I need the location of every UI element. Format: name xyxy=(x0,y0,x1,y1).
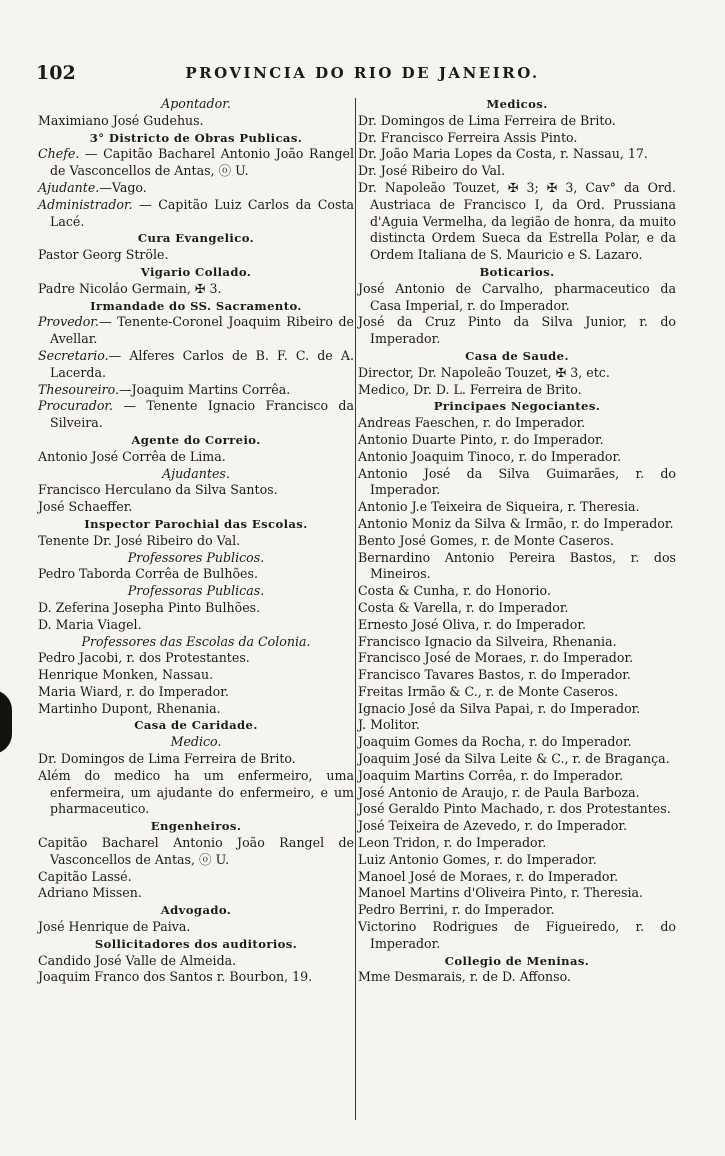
subsection-heading: Professores das Escolas da Colonia. xyxy=(81,633,311,649)
entry-text: Bento José Gomes, r. de Monte Caseros. xyxy=(358,532,614,548)
entry-text: Pedro Jacobi, r. dos Protestantes. xyxy=(38,650,250,666)
entry-text: D. Maria Viagel. xyxy=(38,616,142,632)
entry-text: Tenente Dr. José Ribeiro do Val. xyxy=(38,532,241,548)
directory-entry xyxy=(358,734,676,751)
entry-text: Dr. Domingos de Lima Ferreira de Brito. xyxy=(38,751,296,767)
entry-text: Francisco Ignacio da Silveira, Rhenania. xyxy=(358,633,617,649)
entry-text: — Capitão Bacharel Antonio João Rangel de Vasconcellos de Antas, ⓞ U. xyxy=(50,146,354,179)
section-heading: Casa de Caridade. xyxy=(134,718,258,733)
directory-entry xyxy=(358,885,676,902)
directory-entry xyxy=(358,717,676,734)
directory-entry xyxy=(358,919,676,953)
entry-text: Francisco José de Moraes, r. do Imperador. xyxy=(358,650,634,666)
entry-text: J. Molitor. xyxy=(358,717,420,733)
directory-entry xyxy=(38,835,354,869)
directory-entry xyxy=(38,113,354,130)
entry-text: Mme Desmarais, r. de D. Affonso. xyxy=(358,969,571,985)
directory-entry xyxy=(38,499,354,516)
subsection-heading: Professores Publicos. xyxy=(127,549,265,565)
entry-text: Ernesto José Oliva, r. do Imperador. xyxy=(358,616,586,632)
entry-role-label: Provedor. xyxy=(38,314,99,330)
entry-role-label: Chefe. xyxy=(38,146,80,162)
entry-text: Director, Dr. Napoleão Touzet, ✠ 3, etc. xyxy=(358,364,610,380)
entry-text: Dr. Francisco Ferreira Assis Pinto. xyxy=(358,129,578,145)
directory-entry xyxy=(38,919,354,936)
directory-entry xyxy=(358,113,676,130)
entry-text: Luiz Antonio Gomes, r. do Imperador. xyxy=(358,851,597,867)
entry-text: Freitas Irmão & C., r. de Monte Caseros. xyxy=(358,683,619,699)
directory-entry xyxy=(38,197,354,231)
directory-entry xyxy=(38,247,354,264)
directory-entry xyxy=(358,583,676,600)
directory-entry xyxy=(358,617,676,634)
directory-entry xyxy=(358,432,676,449)
section-heading: Sollicitadores dos auditorios. xyxy=(94,936,298,951)
subsection-heading: Ajudantes. xyxy=(162,465,230,481)
entry-text: Bernardino Antonio Pereira Bastos, r. dos Mineiros. xyxy=(358,549,676,582)
entry-text: Francisco Tavares Bastos, r. do Imperador. xyxy=(358,667,631,683)
entry-text: Pedro Berrini, r. do Imperador. xyxy=(358,902,555,918)
subsection-heading: Apontador. xyxy=(161,96,231,111)
directory-entry xyxy=(38,348,354,382)
entry-text: José Schaeffer. xyxy=(38,499,133,515)
binding-hole xyxy=(0,690,12,754)
entry-text: D. Zeferina Josepha Pinto Bulhões. xyxy=(38,599,261,615)
directory-entry xyxy=(38,281,354,298)
directory-entry xyxy=(358,869,676,886)
entry-text: Padre Nicoláo Germain, ✠ 3. xyxy=(38,280,222,296)
column-divider xyxy=(355,98,356,1120)
entry-text: José Antonio de Araujo, r. de Paula Barboza. xyxy=(358,784,640,800)
entry-role-label: Procurador. xyxy=(38,398,114,414)
section-heading: Boticarios. xyxy=(479,264,555,279)
directory-entry xyxy=(38,482,354,499)
entry-role-label: Secretario. xyxy=(38,347,109,363)
directory-entry xyxy=(38,701,354,718)
entry-text: Maria Wiard, r. do Imperador. xyxy=(38,683,229,699)
entry-text: Francisco Herculano da Silva Santos. xyxy=(38,482,278,498)
entry-text: — Capitão Luiz Carlos da Costa Lacé. xyxy=(50,196,354,229)
directory-entry xyxy=(38,382,354,399)
entry-text: Adriano Missen. xyxy=(38,885,142,901)
section-heading: Medicos. xyxy=(486,97,548,111)
entry-text: Henrique Monken, Nassau. xyxy=(38,667,214,683)
section-heading: Cura Evangelico. xyxy=(137,231,255,246)
directory-entry xyxy=(358,969,676,986)
directory-entry xyxy=(358,415,676,432)
section-heading: 3° Districto de Obras Publicas. xyxy=(89,130,303,145)
directory-entry xyxy=(358,163,676,180)
entry-text: Joaquim Franco dos Santos r. Bourbon, 19. xyxy=(38,969,313,985)
entry-text: Antonio Joaquim Tinoco, r. do Imperador. xyxy=(358,448,622,464)
directory-entry xyxy=(358,701,676,718)
entry-text: José da Cruz Pinto da Silva Junior, r. do Imperador. xyxy=(358,314,676,347)
directory-entry xyxy=(358,600,676,617)
entry-text: — Tenente Ignacio Francisco da Silveira. xyxy=(50,398,354,431)
entry-text: Antonio Moniz da Silva & Irmão, r. do Imperador. xyxy=(358,515,674,531)
section-heading: Agente do Correio. xyxy=(131,432,261,447)
entry-text: Ignacio José da Silva Papai, r. do Imperador. xyxy=(358,700,641,716)
directory-entry xyxy=(38,398,354,432)
directory-entry xyxy=(38,751,354,768)
left-column xyxy=(38,96,354,986)
entry-text: Antonio José Corrêa de Lima. xyxy=(38,448,226,464)
section-heading: Advogado. xyxy=(160,903,232,918)
entry-text: José Antonio de Carvalho, pharmaceutico da Casa Imperial, r. do Imperador. xyxy=(358,280,676,313)
subsection-heading: Professoras Publicas. xyxy=(127,583,265,599)
entry-text: Andreas Faeschen, r. do Imperador. xyxy=(358,415,586,431)
entry-text: —Vago. xyxy=(99,179,147,195)
right-column xyxy=(358,96,676,986)
entry-text: Dr. João Maria Lopes da Costa, r. Nassau, 17. xyxy=(358,146,648,162)
entry-text: Joaquim José da Silva Leite & C., r. de Bragança. xyxy=(358,751,670,767)
section-heading: Vigario Collado. xyxy=(140,264,252,279)
running-title: PROVINCIA DO RIO DE JANEIRO. xyxy=(185,64,540,82)
entry-text: Antonio José da Silva Guimarães, r. do Imperador. xyxy=(358,465,676,498)
directory-entry xyxy=(38,314,354,348)
directory-entry xyxy=(358,499,676,516)
entry-text: Maximiano José Gudehus. xyxy=(38,112,204,128)
directory-entry xyxy=(358,516,676,533)
directory-entry xyxy=(358,852,676,869)
entry-text: Joaquim Gomes da Rocha, r. do Imperador. xyxy=(358,734,632,750)
entry-text: José Henrique de Paiva. xyxy=(38,919,191,935)
entry-text: Medico, Dr. D. L. Ferreira de Brito. xyxy=(358,381,582,397)
directory-entry xyxy=(358,146,676,163)
directory-entry xyxy=(38,180,354,197)
entry-text: Manoel Martins d'Oliveira Pinto, r. Theresia. xyxy=(358,885,644,901)
directory-entry xyxy=(358,650,676,667)
section-heading: Inspector Parochial das Escolas. xyxy=(84,516,308,531)
section-heading: Collegio de Meninas. xyxy=(444,953,590,968)
directory-entry xyxy=(358,667,676,684)
entry-text: Dr. Napoleão Touzet, ✠ 3; ✠ 3, Cav° da Ord. Austriaca de Francisco I, da Ord. Prussiana d'Aguia Vermelha, da legião de honra, da muito distincta Ordem Sueca da Estrella Polar, e da Ordem Italiana de S. Mauricio e S. Lazaro. xyxy=(358,179,676,263)
entry-text: Antonio Duarte Pinto, r. do Imperador. xyxy=(358,431,604,447)
directory-entry xyxy=(38,768,354,818)
directory-entry xyxy=(38,650,354,667)
directory-entry xyxy=(358,382,676,399)
directory-entry xyxy=(38,953,354,970)
directory-entry xyxy=(38,667,354,684)
entry-text: Capitão Lassé. xyxy=(38,868,132,884)
directory-entry xyxy=(358,902,676,919)
directory-entry xyxy=(38,969,354,986)
directory-entry xyxy=(358,751,676,768)
subsection-heading: Medico. xyxy=(170,734,222,750)
entry-text: —Joaquim Martins Corrêa. xyxy=(119,381,291,397)
directory-entry xyxy=(358,801,676,818)
entry-text: Manoel José de Moraes, r. do Imperador. xyxy=(358,868,619,884)
directory-entry xyxy=(358,449,676,466)
directory-entry xyxy=(38,684,354,701)
entry-text: — Tenente-Coronel Joaquim Ribeiro de Avellar. xyxy=(50,314,354,347)
entry-text: Costa & Varella, r. do Imperador. xyxy=(358,599,569,615)
entry-text: Dr. Domingos de Lima Ferreira de Brito. xyxy=(358,112,616,128)
directory-entry xyxy=(38,617,354,634)
directory-entry xyxy=(358,533,676,550)
directory-entry xyxy=(358,365,676,382)
directory-entry xyxy=(38,449,354,466)
page-number: 102 xyxy=(36,62,76,84)
directory-entry xyxy=(358,634,676,651)
directory-entry xyxy=(358,130,676,147)
directory-entry xyxy=(38,566,354,583)
directory-entry xyxy=(358,835,676,852)
directory-entry xyxy=(38,600,354,617)
entry-role-label: Ajudante. xyxy=(38,179,100,195)
entry-text: — Alferes Carlos de B. F. C. de A. Lacerda. xyxy=(50,347,354,380)
entry-text: Pastor Georg Ströle. xyxy=(38,247,169,263)
entry-text: Martinho Dupont, Rhenania. xyxy=(38,700,221,716)
entry-text: Leon Tridon, r. do Imperador. xyxy=(358,835,547,851)
entry-text: Dr. José Ribeiro do Val. xyxy=(358,163,506,179)
entry-text: Joaquim Martins Corrêa, r. do Imperador. xyxy=(358,767,624,783)
section-heading: Principaes Negociantes. xyxy=(433,399,601,414)
entry-text: Victorino Rodrigues de Figueiredo, r. do Imperador. xyxy=(358,919,676,951)
directory-entry xyxy=(358,785,676,802)
directory-entry xyxy=(38,869,354,886)
entry-role-label: Administrador. xyxy=(38,196,133,212)
entry-text: Costa & Cunha, r. do Honorio. xyxy=(358,583,551,599)
entry-text: Além do medico ha um enfermeiro, uma enfermeira, um ajudante do enfermeiro, e um pharmaceutico. xyxy=(38,767,354,817)
directory-entry xyxy=(358,281,676,315)
directory-entry xyxy=(38,533,354,550)
entry-text: Pedro Taborda Corrêa de Bulhões. xyxy=(38,566,258,582)
directory-entry xyxy=(38,885,354,902)
entry-text: Antonio J.e Teixeira de Siqueira, r. Theresia. xyxy=(358,499,640,515)
directory-entry xyxy=(358,466,676,500)
entry-text: José Geraldo Pinto Machado, r. dos Protestantes. xyxy=(358,801,671,817)
directory-entry xyxy=(358,818,676,835)
section-heading: Engenheiros. xyxy=(150,819,242,834)
directory-entry xyxy=(358,684,676,701)
directory-entry xyxy=(358,180,676,264)
entry-text: José Teixeira de Azevedo, r. do Imperador. xyxy=(358,818,628,834)
section-heading: Irmandade do SS. Sacramento. xyxy=(90,298,302,313)
directory-entry xyxy=(358,314,676,348)
directory-entry xyxy=(358,550,676,584)
section-heading: Casa de Saude. xyxy=(465,348,569,363)
directory-entry xyxy=(38,146,354,180)
directory-entry xyxy=(358,768,676,785)
entry-text: Candido José Valle de Almeida. xyxy=(38,952,237,968)
entry-text: Capitão Bacharel Antonio João Rangel de Vasconcellos de Antas, ⓞ U. xyxy=(38,835,354,867)
entry-role-label: Thesoureiro. xyxy=(38,381,120,397)
